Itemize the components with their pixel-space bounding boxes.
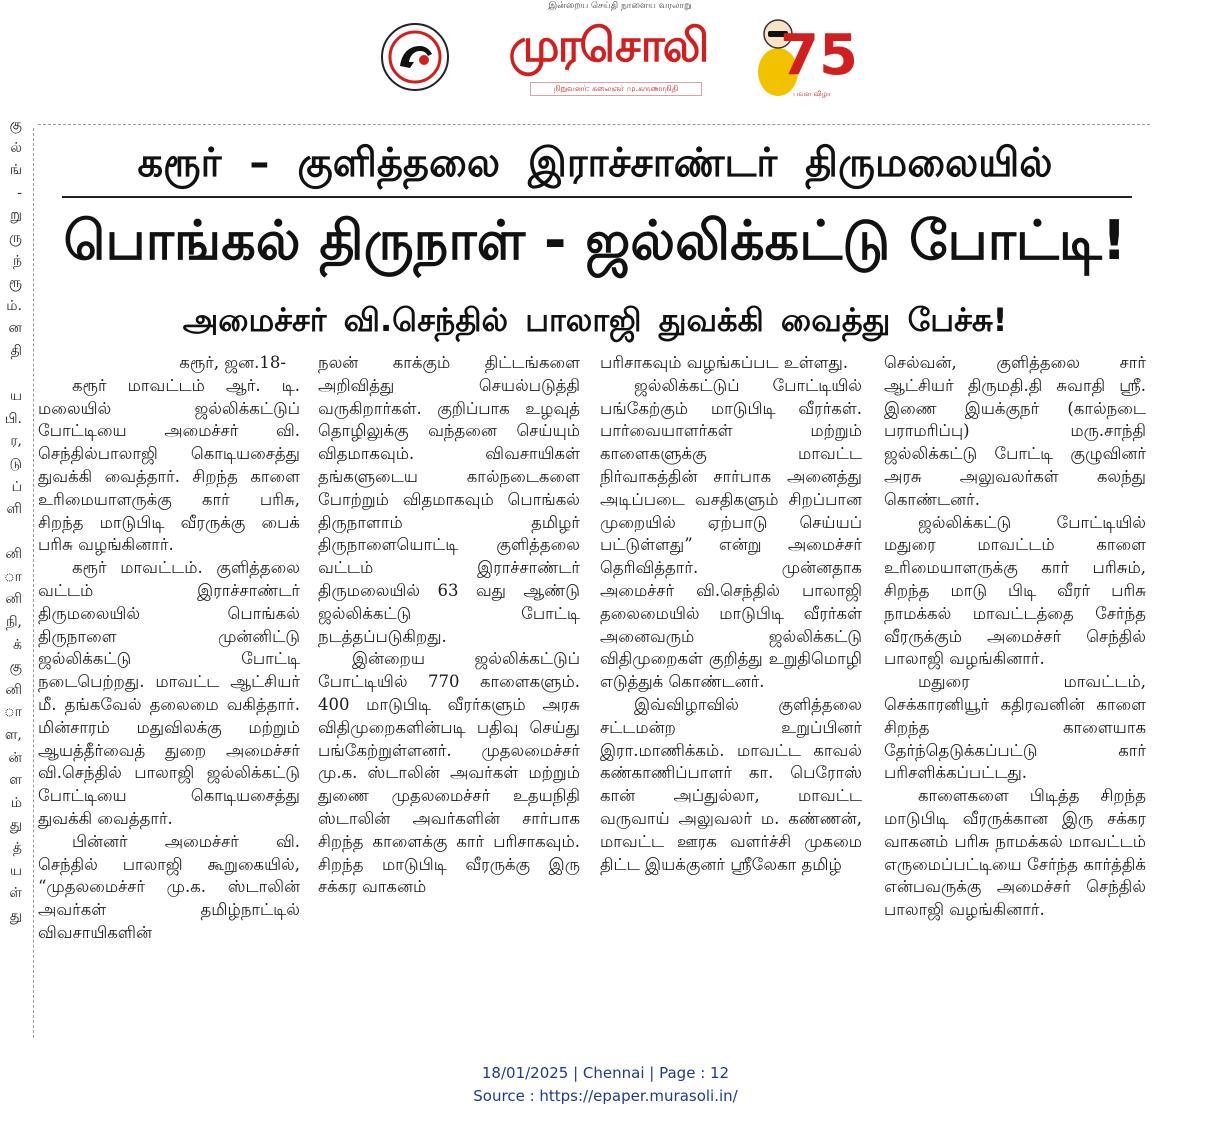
- article-paragraph: கரூர் மாவட்டம். குளித்தலை வட்டம் இராச்சாண்டர் திருமலையில் பொங்கல் திருநாளை முன்னிட்டு ஜல்லிக்கட்டு போட்டி நடைபெற்றது. மாவட்ட ஆட்சியர் மீ. தங்கவேல் தலைமை வகித்தார். மின்சாரம் மதுவிலக்கு மற்றும் ஆயத்தீர்வைத் துறை அமைச்சர் வி.செந்தில் பாலாஜி ஜல்லிக்கட்டு போட்டியை கொடியசைத்து துவக்கி வைத்தார்.: [38, 558, 300, 828]
- masthead-tagline: இன்றைய செய்தி நாளைய வரலாறு: [548, 1, 692, 11]
- adjacent-text-fragment: ா: [4, 568, 22, 585]
- article-column-1: [38, 352, 300, 1036]
- adjacent-text-fragment: ம்: [10, 794, 22, 811]
- article-column-4: [884, 352, 1146, 1036]
- article-left-rule: [33, 128, 34, 1038]
- masthead: [380, 0, 858, 110]
- adjacent-text-fragment: ன்: [8, 749, 22, 766]
- adjacent-text-fragment: பி.: [4, 410, 22, 427]
- adjacent-text-fragment: து: [9, 907, 22, 924]
- adjacent-text-fragment: ள்: [9, 885, 22, 902]
- article-subhead: அமைச்சர் வி.செந்தில் பாலாஜி துவக்கி வைத்து பேச்சு!: [182, 301, 1008, 339]
- adjacent-text-fragment: ல்: [10, 139, 22, 156]
- adjacent-text-fragment: ம்.: [6, 297, 22, 314]
- article-kicker: கரூர் – குளித்தலை இராச்சாண்டர் திருமலையில்: [137, 140, 1053, 186]
- article-top-rule: [38, 124, 1150, 125]
- adjacent-text-fragment: க்: [13, 636, 22, 653]
- adjacent-text-fragment: ா: [4, 704, 22, 721]
- adjacent-text-fragment: ளி: [6, 501, 22, 518]
- adjacent-text-fragment: னி: [5, 591, 22, 608]
- adjacent-text-fragment: ரு: [9, 229, 22, 246]
- article-dateline: கரூர், ஜன.18-: [179, 353, 286, 372]
- adjacent-text-fragment: ன: [8, 320, 22, 337]
- article-column-3: [600, 352, 862, 1036]
- adjacent-text-fragment: ந்: [13, 252, 22, 269]
- adjacent-text-fragment: த்: [12, 840, 22, 856]
- adjacent-text-fragment: தி: [10, 342, 22, 359]
- adjacent-text-fragment: று: [10, 207, 22, 224]
- adjacent-text-fragment: து: [9, 817, 22, 834]
- adjacent-text-fragment: ய: [9, 862, 22, 879]
- article-paragraph: செல்வன், குளித்தலை சார் ஆட்சியர் திருமதி.தி சுவாதி ஸ்ரீ. இணை இயக்குநர் (கால்நடை பராமரிப்பு) மரு.சாந்தி ஜல்லிக்கட்டு போட்டி குழுவினர் அரசு அலுவலர்கள் கலந்து கொண்டனர்.: [884, 353, 1146, 509]
- adjacent-article-fragment: [0, 114, 22, 1014]
- adjacent-text-fragment: [0, 363, 22, 386]
- article-paragraph: பரிசாகவும் வழங்கப்பட உள்ளது.: [600, 353, 849, 372]
- adjacent-text-fragment: ர,: [10, 433, 22, 450]
- masthead-title: முரசொலி: [508, 18, 708, 72]
- adjacent-text-fragment: ள: [9, 772, 22, 789]
- adjacent-text-fragment: னி: [5, 546, 22, 563]
- edition-line: 18/01/2025 | Chennai | Page : 12: [481, 1064, 730, 1082]
- adjacent-text-fragment: -: [17, 184, 22, 201]
- adjacent-text-fragment: கு: [9, 659, 22, 676]
- page-footer: [300, 1062, 911, 1108]
- adjacent-text-fragment: ரூ: [8, 275, 22, 292]
- adjacent-text-fragment: ய: [9, 388, 22, 405]
- adjacent-text-fragment: ங்: [9, 162, 22, 179]
- article-paragraph: இவ்விழாவில் குளித்தலை சட்டமன்ற உறுப்பினர் இரா.மாணிக்கம். மாவட்ட காவல் கண்காணிப்பாளர் கா. பெரோஸ் கான் அப்துல்லா, மாவட்ட வருவாய் அலுவலர் ம. கண்ணன், மாவட்ட ஊரக வளர்ச்சி முகமை திட்ட இயக்குனர் ஸ்ரீலேகா தமிழ்: [600, 694, 862, 874]
- article-paragraph: கரூர் மாவட்டம் ஆர். டி. மலையில் ஜல்லிக்கட்டுப் போட்டியை அமைச்சர் வி. செந்தில்பாலாஜி கொடியசைத்து துவக்கி வைத்தார். சிறந்த காளை உரிமையாளருக்கு கார் பரிசு, சிறந்த மாடுபிடி வீரருக்கு பைக் பரிசு வழங்கினார்.: [38, 375, 300, 555]
- adjacent-text-fragment: ப்: [11, 478, 22, 495]
- article-paragraph: மதுரை மாவட்டம், செக்காரனியூர் கதிரவனின் காளை சிறந்த காளையாக தேர்ந்தெடுக்கப்பட்டு கார் பரிசளிக்கப்பட்டது.: [884, 672, 1146, 783]
- adjacent-text-fragment: டு: [9, 455, 22, 472]
- article-paragraph: பின்னர் அமைச்சர் வி. செந்தில் பாலாஜி கூறுகையில், “முதலமைச்சர் மு.க. ஸ்டாலின் அவர்கள் தமிழ்நாட்டில் விவசாயிகளின்: [38, 831, 300, 942]
- anniversary-label: பவள விழா: [793, 90, 831, 98]
- anniversary-75-logo: [750, 4, 858, 100]
- adjacent-text-fragment: நி,: [5, 614, 22, 631]
- article-headline: பொங்கல் திருநாள் - ஜல்லிக்கட்டு போட்டி!: [63, 209, 1127, 272]
- kicker-underline: [62, 196, 1132, 198]
- article-paragraph: நலன் காக்கும் திட்டங்களை அறிவித்து செயல்படுத்தி வருகிறார்கள். குறிப்பாக உழவுத் தொழிலுக்கு வந்தனை செய்யும் விதமாகவும். விவசாயிகள் தங்களுடைய கால்நடைகளை போற்றும் விதமாகவும் பொங்கல் திருநாளாம் தமிழர் திருநாளையொட்டி குளித்தலை வட்டம் இராச்சாண்டர் திருமலையில் 63 வது ஆண்டு ஜல்லிக்கட்டு போட்டி நடத்தப்படுகிறது.: [318, 353, 580, 646]
- adjacent-text-fragment: ள,: [4, 727, 22, 744]
- adjacent-text-fragment: கு: [9, 117, 22, 133]
- adjacent-text-fragment: [0, 521, 22, 544]
- source-link[interactable]: Source : https://epaper.murasoli.in/: [473, 1087, 738, 1105]
- article-paragraph: ஜல்லிக்கட்டுப் போட்டியில் பங்கேற்கும் மாடுபிடி வீரர்கள். பார்வையாளர்கள் மற்றும் காளைகளுக்கு மாவட்ட நிர்வாகத்தின் சார்பாக அனைத்து அடிப்படை வசதிகளும் சிறப்பான முறையில் ஏற்பாடு செய்யப் பட்டுள்ளது” என்று அமைச்சர் தெரிவித்தார். முன்னதாக அமைச்சர் வி.செந்தில் பாலாஜி தலைமையில் மாடுபிடி வீரர்கள் அனைவரும் ஜல்லிக்கட்டு விதிமுறைகள் குறித்து உறுதிமொழி எடுத்துக் கொண்டனர்.: [600, 375, 862, 692]
- adjacent-text-fragment: னி: [5, 681, 22, 698]
- article-paragraph: காளைகளை பிடித்த சிறந்த மாடுபிடி வீரருக்கான இரு சக்கர வாகனம் பரிசு நாமக்கல் மாவட்டம் எருமைப்பட்டியை சேர்ந்த கார்த்திக் என்பவருக்கு அமைச்சர் செந்தில் பாலாஜி வழங்கினார்.: [884, 786, 1146, 920]
- article-paragraph: ஜல்லிக்கட்டு போட்டியில் மதுரை மாவட்டம் காளை உரிமையாளருக்கு கார் பரிசும், சிறந்த மாடு பிடி வீரர் பரிசு நாமக்கல் மாவட்டத்தை சேர்ந்த வீரருக்கும் அமைச்சர் செந்தில் பாலாஜி வழங்கினார்.: [884, 512, 1146, 669]
- masthead-founder-line: நிறுவனர்: கலைஞர் மு.கருணாநிதி: [530, 82, 702, 96]
- anniversary-number: 75: [780, 23, 858, 88]
- party-emblem-icon: [380, 22, 450, 92]
- article-column-2: [318, 352, 580, 1036]
- article-paragraph: இன்றைய ஜல்லிக்கட்டுப் போட்டியில் 770 காளைகளும். 400 மாடுபிடி வீரர்களும் அரசு விதிமுறைகளின்படி பதிவு செய்து பங்கேற்றுள்ளனர். முதலமைச்சர் மு.க. ஸ்டாலின் அவர்கள் மற்றும் துணை முதலமைச்சர் உதயநிதி ஸ்டாலின் அவர்களின் சார்பாக சிறந்த காளைக்கு கார் பரிசாகவும். சிறந்த மாடுபிடி வீரருக்கு இரு சக்கர வாகனம்: [318, 649, 580, 897]
